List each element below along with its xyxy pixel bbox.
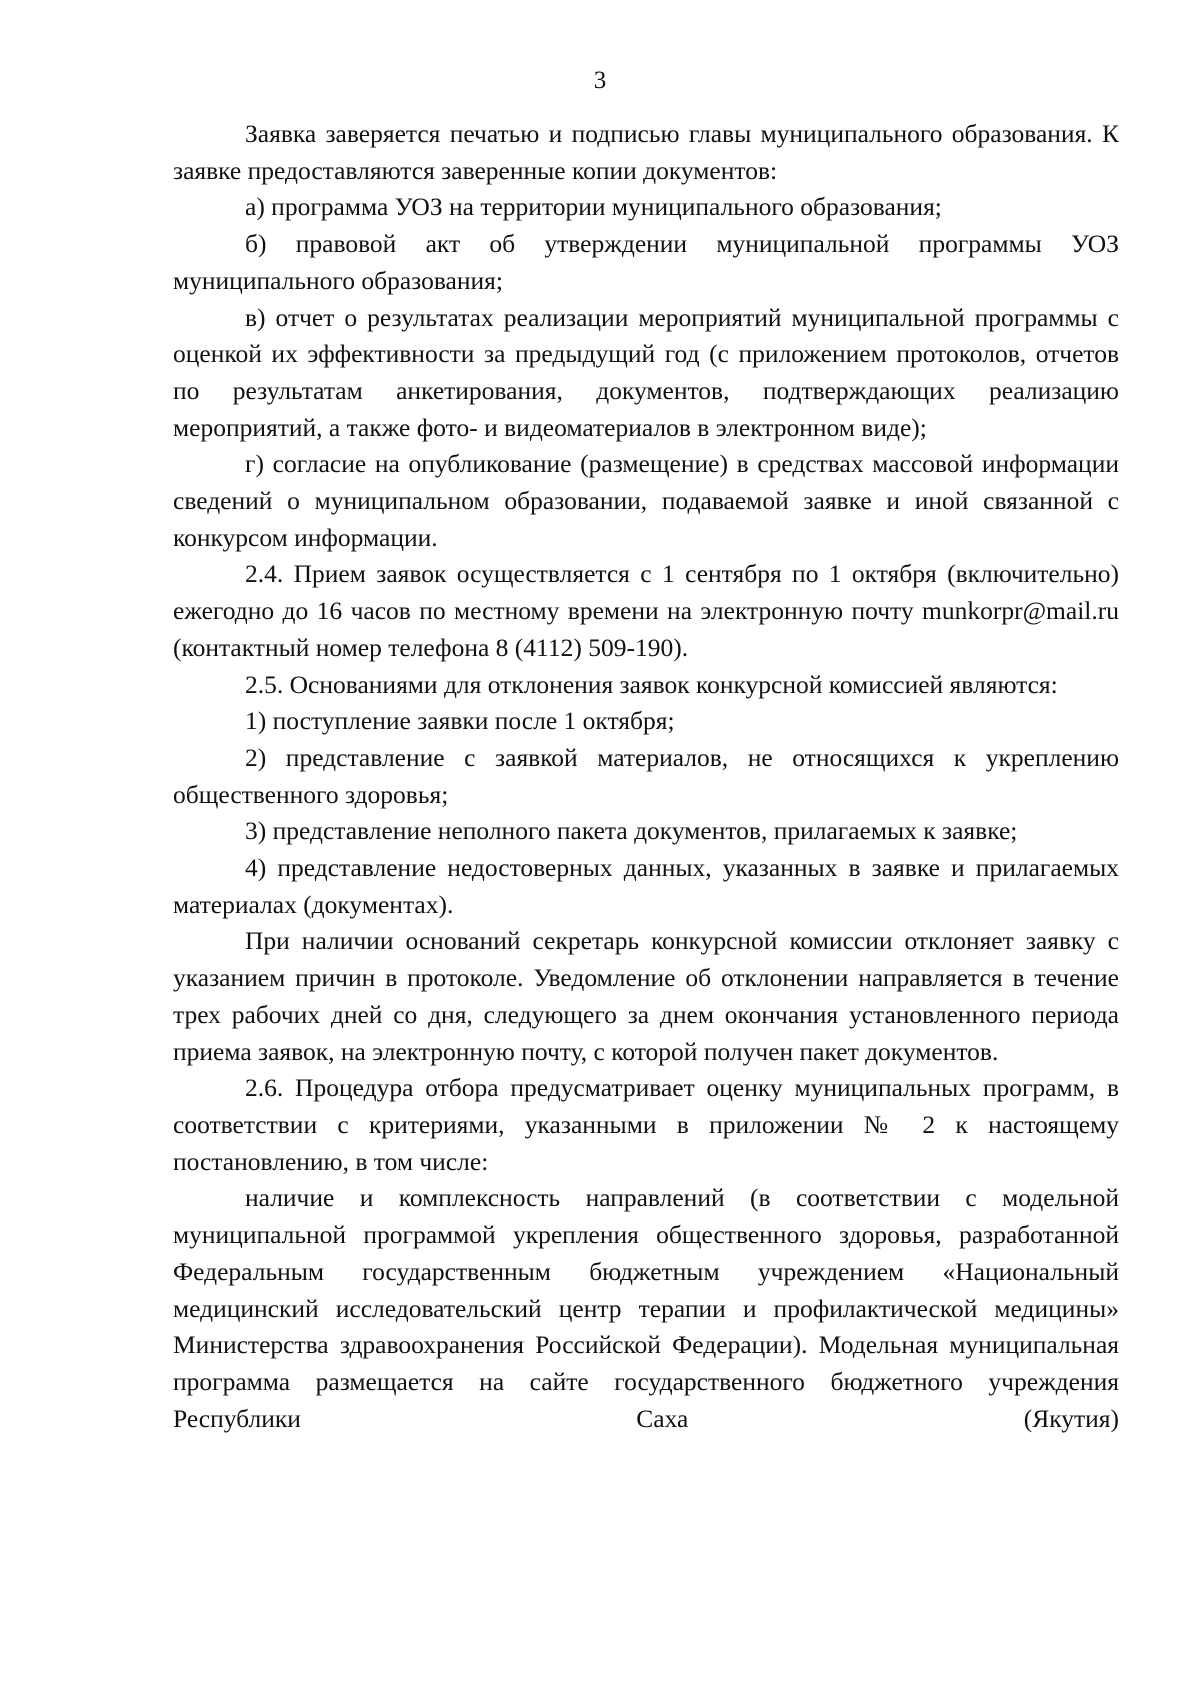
paragraph-reason-2: 2) представление с заявкой материалов, не относящихся к укреплению общественного здоровья; [173,742,1119,809]
paragraph-model-program: наличие и комплексность направлений (в соответствии с модельной муниципальной программой укрепления общественного здоровья, разработанной Федеральным государственным бюджетным учреждением «Национальный медицинский исследовательский центр терапии и профилактической медицины» Министерства здравоохранения Российской Федерации). Модельная муниципальная программа размещается на сайте государственного бюджетного учреждения Республики Саха (Якутия) [173,1183,1119,1433]
paragraph-2-5: 2.5. Основаниями для отклонения заявок конкурсной комиссией являются: [245,669,1058,699]
paragraph-rejection-notice: При наличии оснований секретарь конкурсной комиссии отклоняет заявку с указанием причин в протоколе. Уведомление об отклонении направляется в течение трех рабочих дней со дня, следующего за днем окончания установленного периода приема заявок, на электронную почту, с которой получен пакет документов. [173,926,1119,1066]
paragraph-2-6: 2.6. Процедура отбора предусматривает оценку муниципальных программ, в соответствии с критериями, указанными в приложении № 2 к настоящему постановлению, в том числе: [173,1073,1119,1176]
paragraph-item-a: а) программа УОЗ на территории муниципального образования; [245,192,942,222]
paragraph-item-g: г) согласие на опубликование (размещение) в средствах массовой информации сведений о муниципальном образовании, подаваемой заявке и иной связанной с конкурсом информации. [173,449,1119,552]
paragraph-reason-3: 3) представление неполного пакета документов, прилагаемых к заявке; [245,816,1018,846]
page-number: 3 [593,67,607,94]
paragraph-item-b: б) правовой акт об утверждении муниципальной программы УОЗ муниципального образования; [173,229,1119,295]
document-body [173,116,1119,1437]
paragraph-reason-4: 4) представление недостоверных данных, указанных в заявке и прилагаемых материалах (документах). [173,853,1119,919]
paragraph-item-v: в) отчет о результатах реализации мероприятий муниципальной программы с оценкой их эффективности за предыдущий год (с приложением протоколов, отчетов по результатам анкетирования, документов, подтверждающих реализацию мероприятий, а также фото- и видеоматериалов в электронном виде); [173,302,1119,442]
paragraph-2-4: 2.4. Прием заявок осуществляется с 1 сентября по 1 октября (включительно) ежегодно до 16 часов по местному времени на электронную почту munkorpr@mail.ru (контактный номер телефона 8 (4112) 509-190). [173,559,1119,662]
paragraph-application-certification: Заявка заверяется печатью и подписью главы муниципального образования. К заявке предоставляются заверенные копии документов: [173,119,1119,185]
paragraph-reason-1: 1) поступление заявки после 1 октября; [245,706,675,736]
